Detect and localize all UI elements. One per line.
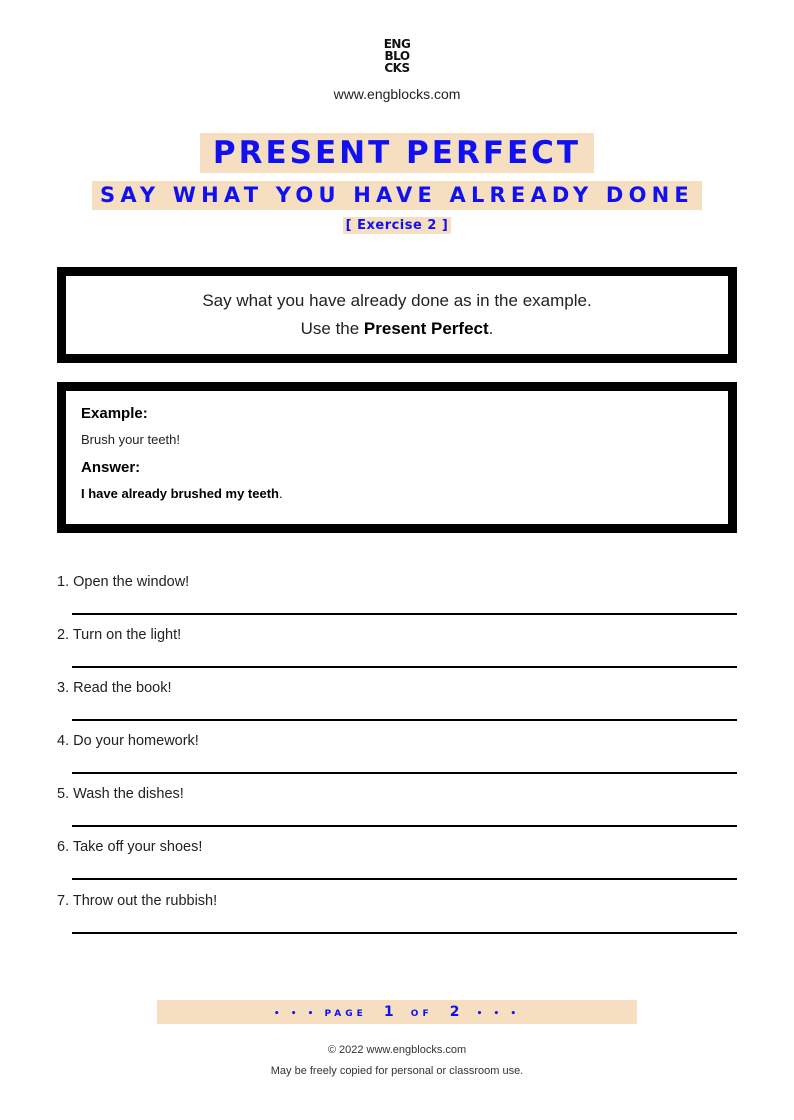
item-prompt: 7. Throw out the rubbish!	[57, 892, 218, 909]
list-item	[0, 731, 794, 784]
page-total: 2	[449, 1004, 460, 1020]
example-heading: Example:	[81, 405, 148, 422]
answer-line[interactable]	[72, 932, 737, 934]
item-prompt: 3. Read the book!	[57, 680, 172, 697]
example-box	[57, 382, 737, 533]
instructions-prefix: Use the	[300, 319, 364, 338]
answer-line[interactable]	[72, 878, 737, 880]
instructions-line-1: Say what you have already done as in the example.	[202, 291, 592, 310]
answer-line[interactable]	[72, 825, 737, 827]
license-note: May be freely copied for personal or classroom use.	[270, 1065, 524, 1077]
page-subtitle: SAY WHAT YOU HAVE ALREADY DONE	[92, 181, 702, 210]
item-prompt: 5. Wash the dishes!	[57, 786, 184, 803]
engblocks-logo	[0, 38, 794, 74]
dots-left: • • •	[273, 1009, 318, 1019]
instructions-suffix: .	[488, 319, 494, 338]
answer-line[interactable]	[72, 666, 737, 668]
copyright: © 2022 www.engblocks.com	[327, 1044, 467, 1056]
list-item	[0, 625, 794, 678]
answer-line[interactable]	[72, 772, 737, 774]
answer-line[interactable]	[72, 613, 737, 615]
list-item	[0, 891, 794, 944]
exercise-label: [ Exercise 2 ]	[343, 217, 452, 234]
answer-heading: Answer:	[81, 459, 141, 476]
list-item	[0, 784, 794, 837]
instructions-tense: Present Perfect	[363, 319, 489, 338]
answer-text: I have already brushed my teeth	[81, 486, 279, 501]
logo-line: BLO	[384, 49, 410, 63]
instructions-line-2	[66, 315, 728, 343]
example-prompt: Brush your teeth!	[81, 432, 180, 447]
instructions-box	[57, 267, 737, 363]
answer-line[interactable]	[72, 719, 737, 721]
item-prompt: 6. Take off your shoes!	[57, 839, 203, 856]
logo-line: CKS	[384, 61, 410, 75]
of-word: OF	[410, 1009, 433, 1019]
exercise-label-wrap	[0, 216, 794, 234]
answer-suffix: .	[278, 486, 283, 501]
item-prompt: 1. Open the window!	[57, 574, 190, 590]
page-word: PAGE	[324, 1009, 367, 1019]
page-indicator	[157, 1000, 637, 1024]
site-url: www.engblocks.com	[333, 86, 461, 102]
list-item	[0, 572, 794, 625]
list-item	[0, 678, 794, 731]
page-title: PRESENT PERFECT	[200, 133, 594, 173]
list-item	[0, 837, 794, 890]
item-prompt: 2. Turn on the light!	[57, 627, 182, 644]
item-prompt: 4. Do your homework!	[57, 733, 199, 750]
page-current: 1	[383, 1004, 394, 1020]
logo-line: ENG	[383, 37, 411, 51]
exercise-list	[0, 572, 794, 944]
example-answer	[81, 486, 728, 502]
dots-right: • • •	[476, 1009, 521, 1019]
